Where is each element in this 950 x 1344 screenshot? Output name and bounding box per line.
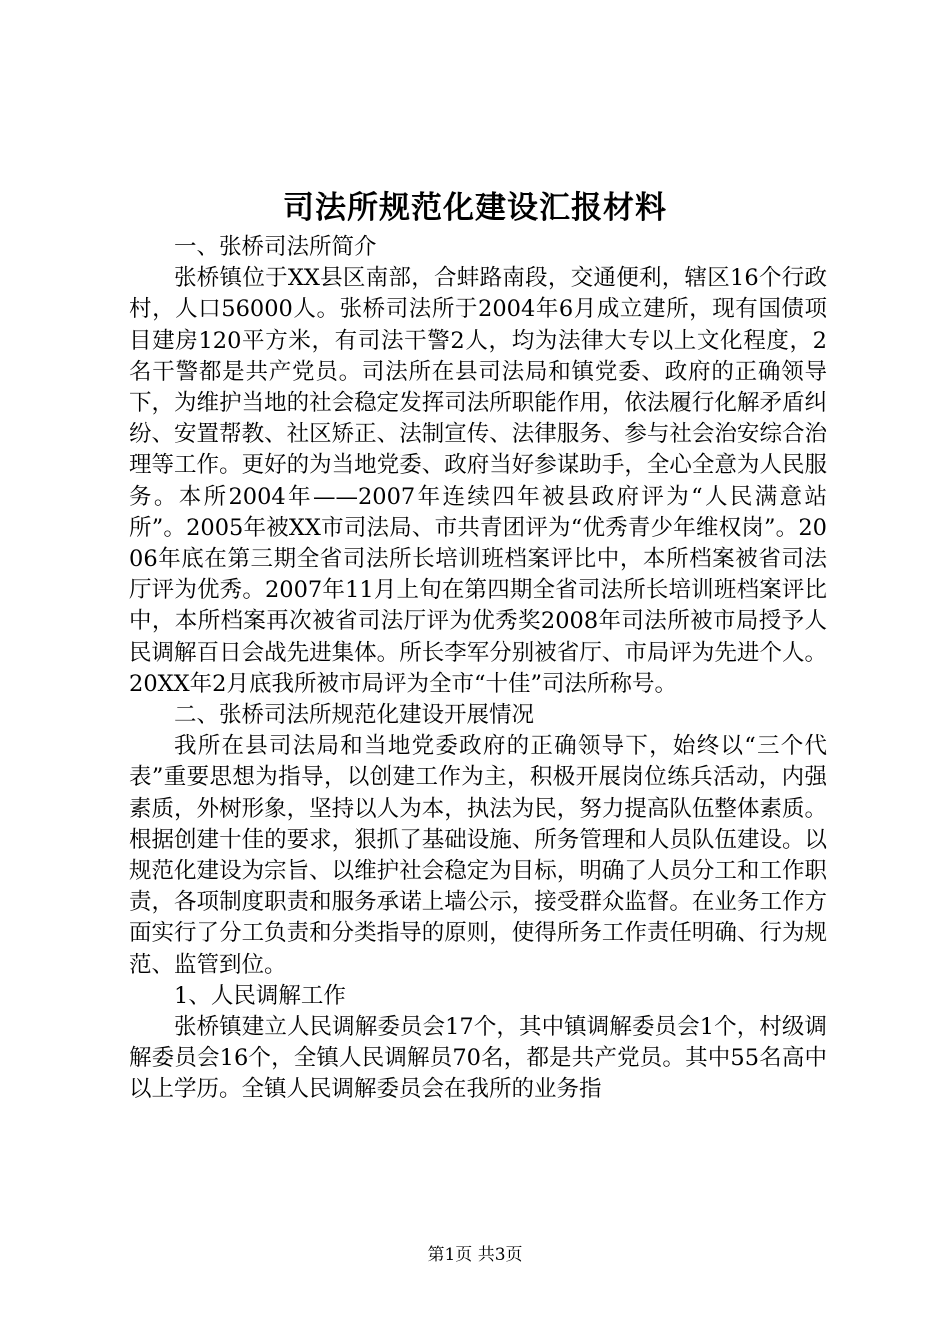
document-title: 司法所规范化建设汇报材料 [283, 190, 667, 226]
document-body [129, 232, 827, 1106]
subsection-heading-mediation: 1、人民调解工作 [174, 982, 346, 1009]
paragraph-mediation: 张桥镇建立人民调解委员会17个，其中镇调解委员会1个，村级调解委员会16个，全镇人民调解员70名，都是共产党员。其中55名高中以上学历。全镇人民调解委员会在我所的业务指 [129, 1014, 827, 1103]
paragraph-intro: 张桥镇位于XX县区南部，合蚌路南段，交通便利，辖区16个行政村，人口56000人。张桥司法所于2004年6月成立建所，现有国债项目建房120平方米，有司法干警2人，均为法律大专以上文化程度，2名干警都是共产党员。司法所在县司法局和镇党委、政府的正确领导下，为维护当地的社会稳定发挥司法所职能作用，依法履行化解矛盾纠纷、安置帮教、社区矫正、法制宣传、法律服务、参与社会治安综合治理等工作。更好的为当地党委、政府当好参谋助手，全心全意为人民服务。本所2004年——2007年连续四年被县政府评为“人民满意站所”。2005年被XX市司法局、市共青团评为“优秀青少年维权岗”。2006年底在第三期全省司法所长培训班档案评比中，本所档案被省司法厅评为优秀。2007年11月上旬在第四期全省司法所长培训班档案评比中，本所档案再次被省司法厅评为优秀奖2008年司法所被市局授予人民调解百日会战先进集体。所长李军分别被省厅、市局评为先进个人。20XX年2月底我所被市局评为全市“十佳”司法所称号。 [129, 265, 827, 697]
section-heading-intro: 一、张桥司法所简介 [174, 234, 377, 260]
paragraph-progress: 我所在县司法局和当地党委政府的正确领导下，始终以“三个代表”重要思想为指导，以创建工作为主，积极开展岗位练兵活动，内强素质，外树形象，坚持以人为本，执法为民，努力提高队伍整体素质。根据创建十佳的要求，狠抓了基础设施、所务管理和人员队伍建设。以规范化建设为宗旨、以维护社会稳定为目标，明确了人员分工和工作职责，各项制度职责和服务承诺上墙公示，接受群众监督。在业务工作方面实行了分工负责和分类指导的原则，使得所务工作责任明确、行为规范、监管到位。 [129, 733, 827, 978]
page-footer: 第1页 共3页 [427, 1245, 523, 1265]
section-heading-progress: 二、张桥司法所规范化建设开展情况 [174, 702, 535, 729]
